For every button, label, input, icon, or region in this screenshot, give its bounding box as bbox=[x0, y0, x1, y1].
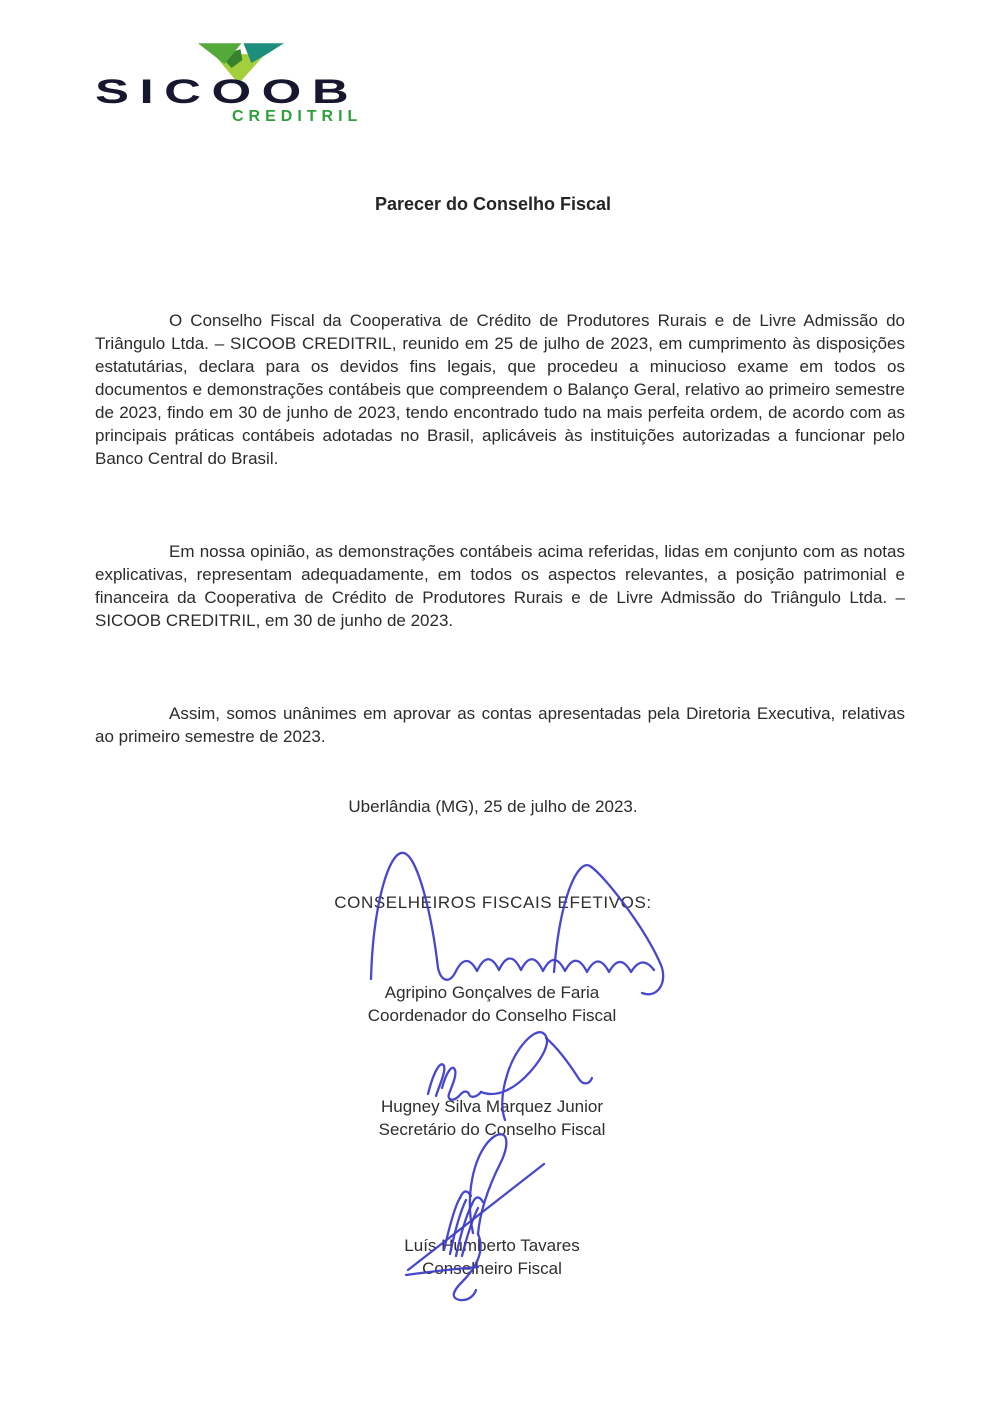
signatory-role: Coordenador do Conselho Fiscal bbox=[367, 1006, 617, 1025]
sicoob-logo bbox=[95, 42, 375, 126]
logo-subbrand-text: CREDITRIL bbox=[232, 108, 363, 125]
signatory-name: Hugney Silva Marquez Junior bbox=[380, 1097, 604, 1116]
dateline: Uberlândia (MG), 25 de julho de 2023. bbox=[348, 797, 638, 816]
signatory-name: Luís Humberto Tavares bbox=[404, 1236, 580, 1255]
signatory-block-2 bbox=[0, 1095, 984, 1141]
logo-brand-text: SICOOB bbox=[95, 73, 360, 111]
signatory-role: Conselheiro Fiscal bbox=[422, 1259, 562, 1278]
signatory-role: Secretário do Conselho Fiscal bbox=[378, 1120, 606, 1139]
signature-agripino-icon bbox=[358, 844, 678, 1002]
signatory-block-3 bbox=[0, 1234, 984, 1280]
page-title: Parecer do Conselho Fiscal bbox=[374, 194, 612, 214]
paragraph-opinion-2: Em nossa opinião, as demonstrações contábeis acima referidas, lidas em conjunto com as notas explicativas, representam adequadamente, em todos os aspectos relevantes, a posição patrimonial e financeira da Cooperativa de Crédito de Produtores Rurais e de Livre Admissão do Triângulo Ltda. – SICOOB CREDITRIL, em 30 de junho de 2023. bbox=[95, 542, 905, 630]
signature-luis-icon bbox=[398, 1128, 573, 1308]
signatories-heading: CONSELHEIROS FISCAIS EFETIVOS: bbox=[334, 893, 652, 912]
paragraph-opinion-1: O Conselho Fiscal da Cooperativa de Crédito de Produtores Rurais e de Livre Admissão do Triângulo Ltda. – SICOOB CREDITRIL, reunido em 25 de julho de 2023, em cumprimento às disposições estatutárias, declara para os devidos fins legais, que procedeu a minucioso exame em todos os documentos e demonstrações contábeis que compreendem o Balanço Geral, relativo ao primeiro semestre de 2023, findo em 30 de junho de 2023, tendo encontrado tudo na mais perfeita ordem, de acordo com as principais práticas contábeis adotadas no Brasil, aplicáveis às instituições autorizadas a funcionar pelo Banco Central do Brasil. bbox=[95, 311, 905, 468]
paragraph-opinion-3: Assim, somos unânimes em aprovar as contas apresentadas pela Diretoria Executiva, relativas ao primeiro semestre de 2023. bbox=[95, 704, 905, 746]
signatory-name: Agripino Gonçalves de Faria bbox=[384, 983, 600, 1002]
signatory-block-1 bbox=[0, 981, 984, 1027]
